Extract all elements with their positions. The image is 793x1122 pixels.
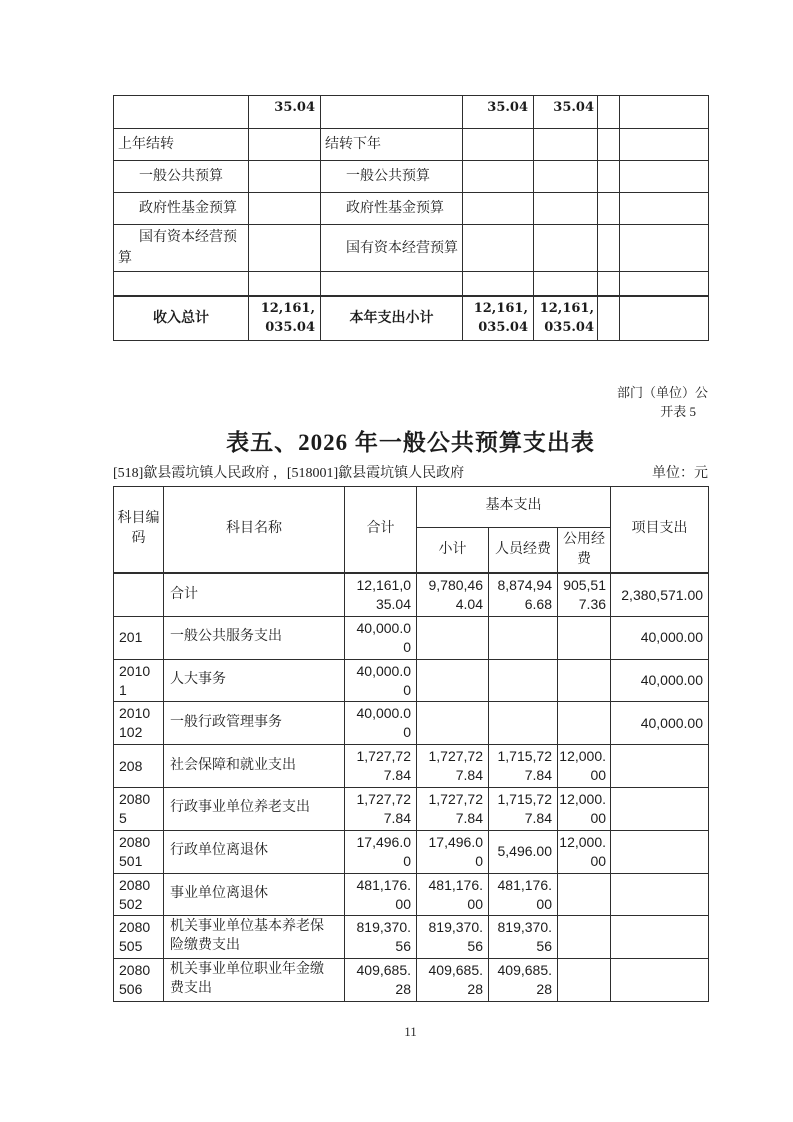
name-cell: 人大事务 — [164, 659, 345, 702]
summary-label-cell: 政府性基金预算 — [321, 193, 463, 225]
code-cell: 208 — [114, 745, 164, 788]
total-cell: 40,000.00 — [345, 702, 417, 745]
summary-value-cell: 35.04 — [463, 96, 534, 129]
total-cell: 12,161,035.04 — [345, 573, 417, 616]
summary-empty-cell — [598, 272, 620, 296]
expense-row — [114, 659, 709, 702]
summary-value-cell — [249, 193, 321, 225]
summary-empty-cell — [620, 129, 709, 161]
header-personnel: 人员经费 — [489, 527, 558, 573]
table-subheader — [113, 462, 708, 484]
personnel-cell — [489, 616, 558, 659]
summary-label-cell: 上年结转 — [114, 129, 249, 161]
public-cell — [558, 916, 611, 959]
header-project-expense: 项目支出 — [611, 486, 709, 573]
project-cell: 40,000.00 — [611, 702, 709, 745]
personnel-cell — [489, 659, 558, 702]
public-cell — [558, 959, 611, 1002]
personnel-cell: 819,370.56 — [489, 916, 558, 959]
header-total: 合计 — [345, 486, 417, 573]
personnel-cell: 481,176.00 — [489, 873, 558, 916]
code-cell: 2080501 — [114, 830, 164, 873]
summary-empty-cell — [620, 96, 709, 129]
summary-row — [114, 225, 709, 272]
public-cell — [558, 616, 611, 659]
summary-label-cell: 结转下年 — [321, 129, 463, 161]
summary-label-cell — [114, 272, 249, 296]
summary-value-cell: 12,161,035.04 — [249, 296, 321, 341]
public-cell: 905,517.36 — [558, 573, 611, 616]
total-cell: 1,727,727.84 — [345, 788, 417, 831]
summary-empty-cell — [620, 193, 709, 225]
name-cell: 一般行政管理事务 — [164, 702, 345, 745]
expense-row — [114, 702, 709, 745]
public-cell — [558, 659, 611, 702]
code-cell: 201 — [114, 616, 164, 659]
summary-label-cell — [114, 96, 249, 129]
project-cell: 2,380,571.00 — [611, 573, 709, 616]
personnel-cell: 1,715,727.84 — [489, 788, 558, 831]
code-cell: 20805 — [114, 788, 164, 831]
code-cell: 2080506 — [114, 959, 164, 1002]
page-number: 11 — [404, 1023, 417, 1039]
summary-empty-cell — [620, 161, 709, 193]
personnel-cell: 5,496.00 — [489, 830, 558, 873]
header-subtotal: 小计 — [417, 527, 489, 573]
personnel-cell: 1,715,727.84 — [489, 745, 558, 788]
expense-row — [114, 916, 709, 959]
summary-value-cell — [463, 161, 534, 193]
project-cell — [611, 788, 709, 831]
public-cell: 12,000.00 — [558, 745, 611, 788]
subtotal-cell: 1,727,727.84 — [417, 788, 489, 831]
summary-value-cell: 12,161,035.04 — [463, 296, 534, 341]
summary-empty-cell — [620, 225, 709, 272]
public-cell: 12,000.00 — [558, 788, 611, 831]
summary-empty-cell — [598, 161, 620, 193]
subtotal-cell: 409,685.28 — [417, 959, 489, 1002]
name-cell: 机关事业单位职业年金缴费支出 — [164, 959, 345, 1002]
summary-value-cell — [534, 272, 598, 296]
summary-label-cell — [321, 272, 463, 296]
summary-value-cell — [463, 193, 534, 225]
summary-empty-cell — [598, 129, 620, 161]
expense-row — [114, 959, 709, 1002]
summary-row — [114, 296, 709, 341]
summary-label-cell: 国有资本经营预算 — [114, 225, 249, 272]
personnel-cell: 409,685.28 — [489, 959, 558, 1002]
header-subject-code: 科目编码 — [114, 486, 164, 573]
summary-empty-cell — [598, 96, 620, 129]
code-cell: 2010102 — [114, 702, 164, 745]
public-cell — [558, 702, 611, 745]
name-cell: 事业单位离退休 — [164, 873, 345, 916]
summary-label-cell — [321, 96, 463, 129]
summary-row — [114, 272, 709, 296]
summary-value-cell: 35.04 — [249, 96, 321, 129]
code-cell — [114, 573, 164, 616]
expense-row — [114, 830, 709, 873]
summary-label-cell: 本年支出小计 — [321, 296, 463, 341]
total-cell: 40,000.00 — [345, 616, 417, 659]
header-basic-expense: 基本支出 — [417, 486, 611, 527]
summary-label-cell: 政府性基金预算 — [114, 193, 249, 225]
summary-value-cell — [249, 272, 321, 296]
name-cell: 机关事业单位基本养老保险缴费支出 — [164, 916, 345, 959]
unit-label: 单位：元 — [652, 465, 708, 481]
subtotal-cell — [417, 702, 489, 745]
summary-empty-cell — [598, 296, 620, 341]
code-cell: 20101 — [114, 659, 164, 702]
expense-row — [114, 573, 709, 616]
code-cell: 2080502 — [114, 873, 164, 916]
summary-value-cell — [463, 129, 534, 161]
public-cell — [558, 873, 611, 916]
header-note — [113, 383, 708, 422]
expense-row — [114, 788, 709, 831]
project-cell — [611, 959, 709, 1002]
project-cell — [611, 916, 709, 959]
total-cell: 17,496.00 — [345, 830, 417, 873]
income-expense-summary-table — [113, 95, 709, 341]
summary-value-cell — [534, 193, 598, 225]
page-title: 表五、2026 年一般公共预算支出表 — [226, 429, 595, 455]
subtotal-cell: 1,727,727.84 — [417, 745, 489, 788]
summary-value-cell — [249, 129, 321, 161]
summary-label-cell: 收入总计 — [114, 296, 249, 341]
total-cell: 409,685.28 — [345, 959, 417, 1002]
summary-value-cell: 12,161,035.04 — [534, 296, 598, 341]
summary-empty-cell — [598, 225, 620, 272]
code-cell: 2080505 — [114, 916, 164, 959]
summary-value-cell — [463, 225, 534, 272]
org-line: [518]歙县霞坑镇人民政府 ，[518001]歙县霞坑镇人民政府 — [113, 465, 465, 481]
summary-label-cell: 一般公共预算 — [114, 161, 249, 193]
expense-row — [114, 616, 709, 659]
summary-value-cell — [463, 272, 534, 296]
summary-row — [114, 193, 709, 225]
summary-row — [114, 161, 709, 193]
project-cell: 40,000.00 — [611, 659, 709, 702]
personnel-cell — [489, 702, 558, 745]
summary-label-cell: 一般公共预算 — [321, 161, 463, 193]
header-note-line1: 部门（单位）公 — [616, 384, 708, 400]
personnel-cell: 8,874,946.68 — [489, 573, 558, 616]
project-cell — [611, 873, 709, 916]
name-cell: 合计 — [164, 573, 345, 616]
summary-label-cell: 国有资本经营预算 — [321, 225, 463, 272]
subtotal-cell — [417, 616, 489, 659]
subtotal-cell: 9,780,464.04 — [417, 573, 489, 616]
subtotal-cell — [417, 659, 489, 702]
name-cell: 行政事业单位养老支出 — [164, 788, 345, 831]
summary-value-cell — [534, 161, 598, 193]
summary-empty-cell — [598, 193, 620, 225]
summary-row — [114, 129, 709, 161]
expense-header-row-1 — [114, 486, 709, 527]
summary-value-cell — [249, 161, 321, 193]
header-public: 公用经费 — [558, 527, 611, 573]
summary-empty-cell — [620, 272, 709, 296]
header-subject-name: 科目名称 — [164, 486, 345, 573]
expense-row — [114, 745, 709, 788]
summary-value-cell — [249, 225, 321, 272]
summary-value-cell — [534, 129, 598, 161]
header-note-line2: 开表 5 — [660, 404, 696, 419]
subtotal-cell: 481,176.00 — [417, 873, 489, 916]
expense-table — [113, 486, 709, 1002]
total-cell: 40,000.00 — [345, 659, 417, 702]
project-cell — [611, 830, 709, 873]
project-cell: 40,000.00 — [611, 616, 709, 659]
summary-row — [114, 96, 709, 129]
budget-document-page — [113, 95, 708, 1040]
project-cell — [611, 745, 709, 788]
summary-value-cell: 35.04 — [534, 96, 598, 129]
expense-row — [114, 873, 709, 916]
total-cell: 481,176.00 — [345, 873, 417, 916]
subtotal-cell: 17,496.00 — [417, 830, 489, 873]
name-cell: 社会保障和就业支出 — [164, 745, 345, 788]
total-cell: 1,727,727.84 — [345, 745, 417, 788]
summary-empty-cell — [620, 296, 709, 341]
name-cell: 一般公共服务支出 — [164, 616, 345, 659]
name-cell: 行政单位离退休 — [164, 830, 345, 873]
total-cell: 819,370.56 — [345, 916, 417, 959]
subtotal-cell: 819,370.56 — [417, 916, 489, 959]
summary-value-cell — [534, 225, 598, 272]
public-cell: 12,000.00 — [558, 830, 611, 873]
